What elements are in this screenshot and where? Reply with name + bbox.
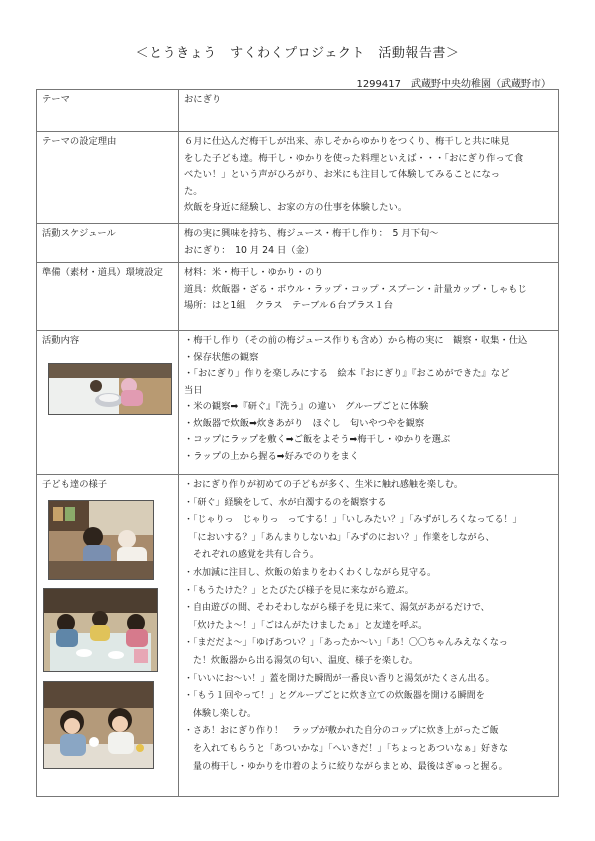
label-theme: テーマ <box>37 90 179 132</box>
theme-line: おにぎり <box>184 94 222 105</box>
preparation-line: 場所：はと1組 クラス テーブル６台プラス１台 <box>184 300 394 311</box>
activity-line: ・保存状態の観察 <box>184 351 259 363</box>
schedule-line: おにぎり： 10 月 24 日（金） <box>184 244 315 256</box>
label-activity: 活動内容 <box>37 331 179 475</box>
children-line: それぞれの感覚を共有し合う。 <box>184 550 320 561</box>
reason-line: ６月に仕込んだ梅干しが出来、赤しそからゆかりをつくり、梅干しと共に味見 <box>184 136 510 147</box>
activity-line: ・ラップの上から握る➡好みでのりをまく <box>184 450 359 462</box>
content-reason <box>179 132 559 224</box>
reason-line: 炊飯を身近に経験し、お家の方の仕事を体験したい。 <box>184 202 408 213</box>
row-theme <box>37 90 559 132</box>
activity-line: ・炊飯器で炊飯➡炊きあがり ほぐし 匂いやつやを観察 <box>184 417 425 429</box>
children-line: ・自由遊びの間、そわそわしながら様子を見に来て、湯気があがるだけで、 <box>184 603 490 614</box>
label-children: 子ども達の様子 <box>37 475 179 797</box>
children-line: た！炊飯器から出る湯気の匂い、温度、様子を楽しむ。 <box>184 655 419 666</box>
label-preparation: 準備（素材・道具）環境設定 <box>37 263 179 331</box>
children-line: ・「じゃりっ じゃりっ ってする！」「いしみたい？」「みずがしろくなってる！」 <box>184 515 522 526</box>
activity-line: ・「おにぎり」作りを楽しみにする 絵本『おにぎり』『おこめができた』など <box>184 368 510 379</box>
reason-line: た。 <box>184 185 203 197</box>
children-line: 「炊けたよ〜！」「ごはんがたけましたぁ」と友達を呼ぶ。 <box>184 620 428 631</box>
children-line: ・おにぎり作りが初めての子どもが多く、生米に触れ感触を楽しむ。 <box>184 480 463 490</box>
children-photo-2 <box>43 588 158 672</box>
activity-photo <box>48 363 172 415</box>
label-schedule: 活動スケジュール <box>37 224 179 263</box>
children-line: ・「いいにお〜い！」蓋を開けた瞬間が一番良い香りと湯気がたくさん出る。 <box>184 673 495 684</box>
children-photo-3 <box>43 681 154 769</box>
children-line: ・「研ぐ」経験をして、水が白濁するのを観察する <box>184 497 387 508</box>
content-theme <box>179 90 559 132</box>
schedule-line: 梅の実に興味を持ち、梅ジュース・梅干し作り： 5 月下旬〜 <box>184 228 439 239</box>
row-schedule <box>37 224 559 263</box>
children-line: 量の梅干し・ゆかりを巾着のように絞りながらまとめ、最後はぎゅっと握る。 <box>184 761 508 772</box>
children-line: ・「まだだよ〜」「ゆげあつい？」「あったか〜い」「あ！〇〇ちゃんみえなくなっ <box>184 638 508 649</box>
report-title: ＜とうきょう すくわくプロジェクト 活動報告書＞ <box>135 46 460 61</box>
children-line: 「においする？」「あんまりしないね」「みずのにおい？」作業をしながら、 <box>184 532 495 543</box>
row-reason <box>37 132 559 224</box>
children-line: ・「もう１回やって！」とグループごとに炊き立ての炊飯器を開ける瞬間を <box>184 691 485 702</box>
reason-line: べたい！」という声がひろがり、お米にも注目して体験してみることになっ <box>184 169 501 180</box>
activity-line: ・コップにラップを敷く➡ご飯をよそう➡梅干し・ゆかりを選ぶ <box>184 434 451 445</box>
activity-line: ・米の観察➡『研ぐ』『洗う』の違い グループごとに体験 <box>184 401 429 412</box>
activity-line: 当日 <box>184 384 203 396</box>
content-children <box>179 475 559 797</box>
preparation-line: 材料：米・梅干し・ゆかり・のり <box>184 267 324 278</box>
content-activity <box>179 331 559 475</box>
children-line: を入れてもらうと「あついかな」「へいきだ！」「ちょっとあついなぁ」好きな <box>184 743 509 754</box>
children-line: ・「もうたけた？」とたびたび様子を見に来ながら遊ぶ。 <box>184 585 414 596</box>
preparation-line: 道具：炊飯器・ざる・ボウル・ラップ・コップ・スプーン・計量カップ・しゃもじ <box>184 283 527 295</box>
row-preparation <box>37 263 559 331</box>
reason-line: をした子ども達。梅干し・ゆかりを使った料理といえば・・・「おにぎり作って食 <box>184 152 524 164</box>
content-preparation <box>179 263 559 331</box>
children-line: ・水加減に注目し、炊飯の始まりをわくわくしながら見守る。 <box>184 567 437 578</box>
children-line: ・さあ！おにぎり作り！ ラップが敷かれた自分のコップに炊き上がったご飯 <box>184 726 499 737</box>
children-photo-1 <box>48 500 154 580</box>
children-line: 体験し楽しむ。 <box>184 708 257 719</box>
school-name: 1299417 武蔵野中央幼稚園（武蔵野市） <box>356 79 551 90</box>
label-reason: テーマの設定理由 <box>37 132 179 224</box>
content-schedule <box>179 224 559 263</box>
activity-line: ・梅干し作り（その前の梅ジュース作りも含め）から梅の実に 観察・収集・仕込 <box>184 335 528 346</box>
